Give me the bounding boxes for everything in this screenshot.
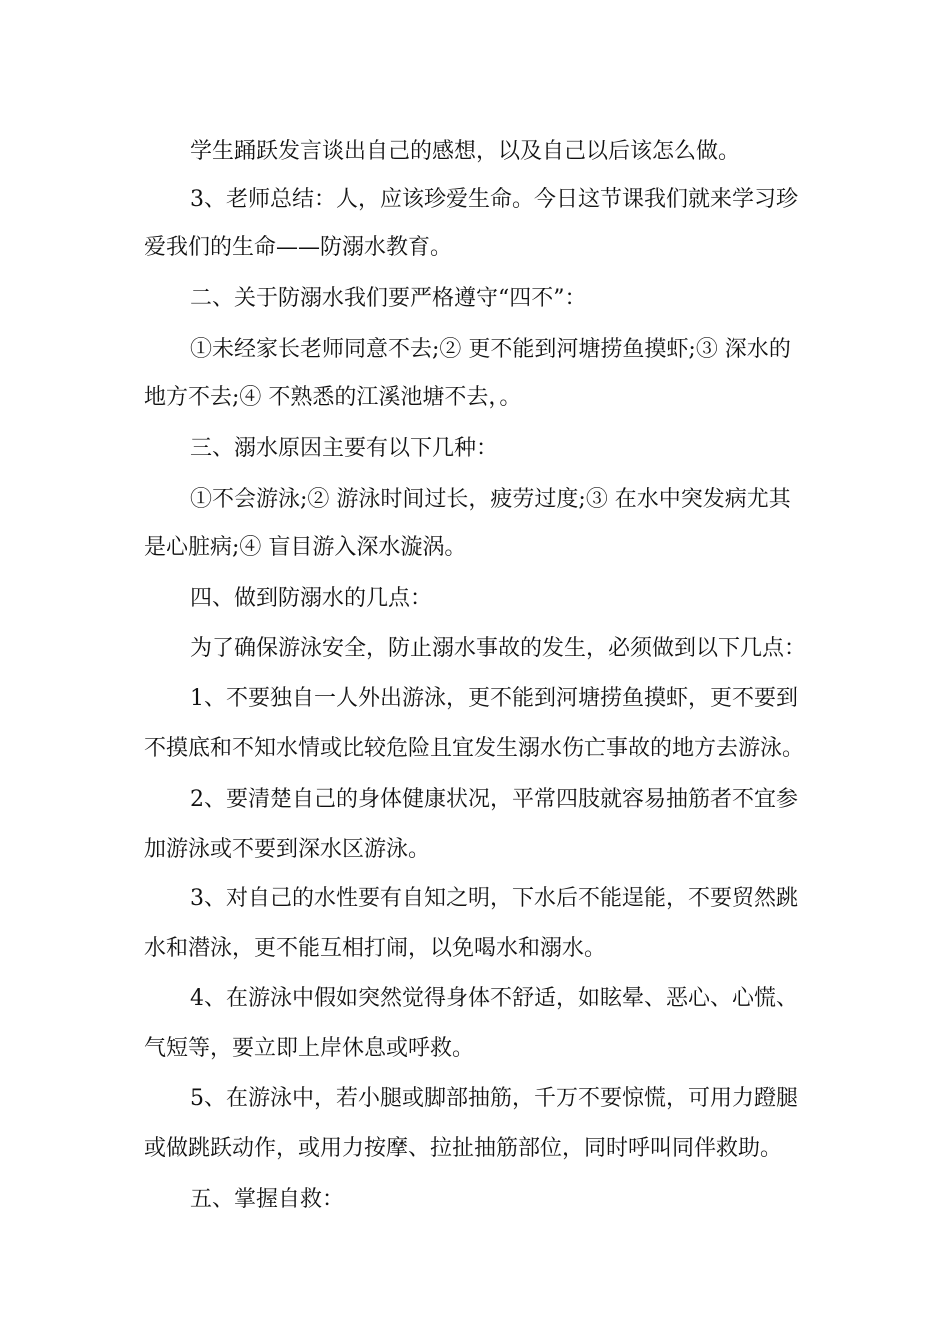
paragraph-line: 3、老师总结：人，应该珍爱生命。今日这节课我们就来学习珍 <box>190 187 798 212</box>
paragraph-line: ①未经家长老师同意不去;② 更不能到河塘捞鱼摸虾;③ 深水的 <box>190 337 791 362</box>
section-heading: 三、溺水原因主要有以下几种： <box>190 436 499 461</box>
paragraph-line: 是心脏病;④ 盲目游入深水漩涡。 <box>144 535 467 560</box>
paragraph-line: 爱我们的生命——防溺水教育。 <box>144 235 453 260</box>
paragraph-line: 2、要清楚自己的身体健康状况，平常四肢就容易抽筋者不宜参 <box>190 787 798 812</box>
paragraph-line: 水和潜泳，更不能互相打闹，以免喝水和溺水。 <box>144 936 607 961</box>
paragraph-line: 气短等，要立即上岸休息或呼救。 <box>144 1036 475 1061</box>
paragraph-line: 5、在游泳中，若小腿或脚部抽筋，千万不要惊慌，可用力蹬腿 <box>190 1086 798 1111</box>
section-heading: 四、做到防溺水的几点： <box>190 586 433 611</box>
paragraph-line: 加游泳或不要到深水区游泳。 <box>144 837 431 862</box>
paragraph-line: 不摸底和不知水情或比较危险且宜发生溺水伤亡事故的地方去游泳。 <box>144 736 805 761</box>
paragraph-line: 学生踊跃发言谈出自己的感想，以及自己以后该怎么做。 <box>190 139 741 164</box>
paragraph-line: 地方不去;④ 不熟悉的江溪池塘不去，。 <box>144 385 522 410</box>
paragraph-line: 1、不要独自一人外出游泳，更不能到河塘捞鱼摸虾，更不要到 <box>190 686 798 711</box>
paragraph-line: 为了确保游泳安全，防止溺水事故的发生，必须做到以下几点： <box>190 636 807 661</box>
section-heading: 二、关于防溺水我们要严格遵守“四不”： <box>190 286 587 311</box>
paragraph-line: 或做跳跃动作，或用力按摩、拉扯抽筋部位，同时呼叫同伴救助。 <box>144 1136 783 1161</box>
paragraph-line: 3、对自己的水性要有自知之明，下水后不能逞能，不要贸然跳 <box>190 886 798 911</box>
paragraph-line: ①不会游泳;② 游泳时间过长，疲劳过度;③ 在水中突发病尤其 <box>190 487 791 512</box>
paragraph-line: 4、在游泳中假如突然觉得身体不舒适，如眩晕、恶心、心慌、 <box>190 986 798 1011</box>
section-heading: 五、掌握自救： <box>190 1187 345 1212</box>
